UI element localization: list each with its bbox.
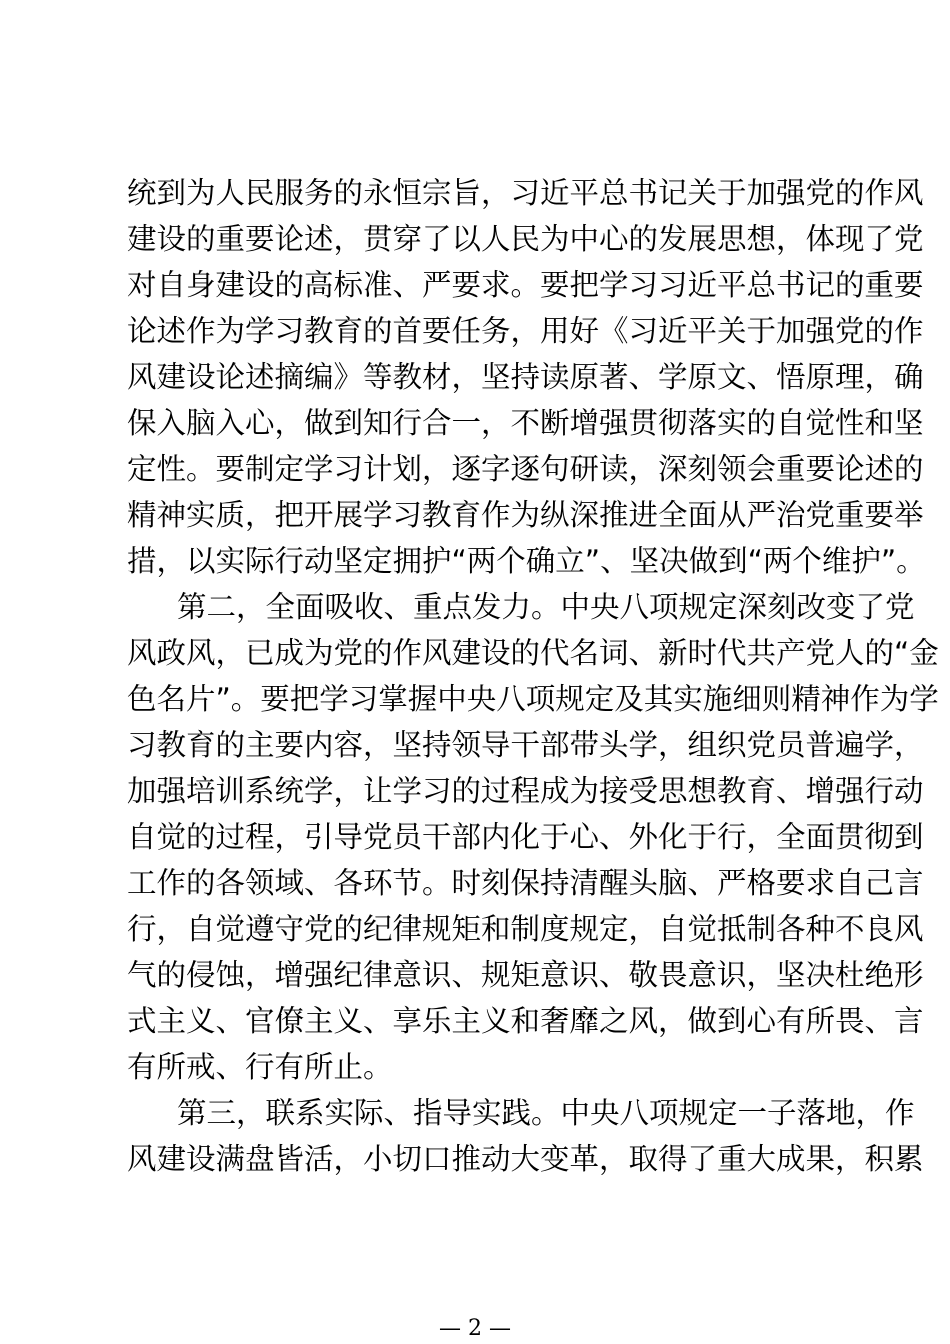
line-text: 对自身建设的高标准、严要求。要把学习习近平总书记的重要 <box>127 268 924 302</box>
text-line <box>0 860 950 906</box>
page-number: — 2 — <box>439 1316 511 1341</box>
line-text: 措，以实际行动坚定拥护“两个确立”、坚决做到“两个维护”。 <box>127 544 926 578</box>
line-text: 习教育的主要内容，坚持领导干部带头学，组织党员普遍学， <box>127 728 924 762</box>
text-line <box>0 676 950 722</box>
text-line <box>0 722 950 768</box>
line-text: 有所戒、行有所止。 <box>127 1050 393 1084</box>
line-text: 保入脑入心，做到知行合一，不断增强贯彻落实的自觉性和坚 <box>127 406 924 440</box>
text-line <box>0 906 950 952</box>
line-text: 建设的重要论述，贯穿了以人民为中心的发展思想，体现了党 <box>127 222 924 256</box>
text-line <box>0 262 950 308</box>
text-line <box>0 170 950 216</box>
text-line <box>0 630 950 676</box>
line-text: 式主义、官僚主义、享乐主义和奢靡之风，做到心有所畏、言 <box>127 1004 924 1038</box>
text-line <box>0 400 950 446</box>
text-line <box>0 216 950 262</box>
text-line <box>0 1044 950 1090</box>
line-text: 统到为人民服务的永恒宗旨，习近平总书记关于加强党的作风 <box>127 176 924 210</box>
text-line <box>0 1090 950 1136</box>
text-line <box>0 446 950 492</box>
line-text: 色名片”。要把学习掌握中央八项规定及其实施细则精神作为学 <box>127 682 939 716</box>
line-text: 工作的各领域、各环节。时刻保持清醒头脑、严格要求自己言 <box>127 866 924 900</box>
text-line <box>0 998 950 1044</box>
text-line <box>0 768 950 814</box>
line-text: 精神实质，把开展学习教育作为纵深推进全面从严治党重要举 <box>127 498 924 532</box>
line-text: 行，自觉遵守党的纪律规矩和制度规定，自觉抵制各种不良风 <box>127 912 924 946</box>
line-text: 定性。要制定学习计划，逐字逐句研读，深刻领会重要论述的 <box>127 452 924 486</box>
line-text: 气的侵蚀，增强纪律意识、规矩意识、敬畏意识，坚决杜绝形 <box>127 958 924 992</box>
text-line <box>0 354 950 400</box>
paragraph-start-text: 第二，全面吸收、重点发力。中央八项规定深刻改变了党 <box>177 590 915 624</box>
text-line <box>0 538 950 584</box>
text-line <box>0 492 950 538</box>
text-line <box>0 584 950 630</box>
line-text: 自觉的过程，引导党员干部内化于心、外化于行，全面贯彻到 <box>127 820 924 854</box>
text-line <box>0 1136 950 1182</box>
text-line <box>0 952 950 998</box>
line-text: 风政风，已成为党的作风建设的代名词、新时代共产党人的“金 <box>127 636 939 670</box>
text-line <box>0 814 950 860</box>
text-line <box>0 308 950 354</box>
line-text: 论述作为学习教育的首要任务，用好《习近平关于加强党的作 <box>127 314 924 348</box>
line-text: 加强培训系统学，让学习的过程成为接受思想教育、增强行动 <box>127 774 924 808</box>
line-text: 风建设论述摘编》等教材，坚持读原著、学原文、悟原理，确 <box>127 360 924 394</box>
line-text: 风建设满盘皆活，小切口推动大变革，取得了重大成果，积累 <box>127 1142 924 1176</box>
paragraph-start-text: 第三，联系实际、指导实践。中央八项规定一子落地，作 <box>177 1096 915 1130</box>
